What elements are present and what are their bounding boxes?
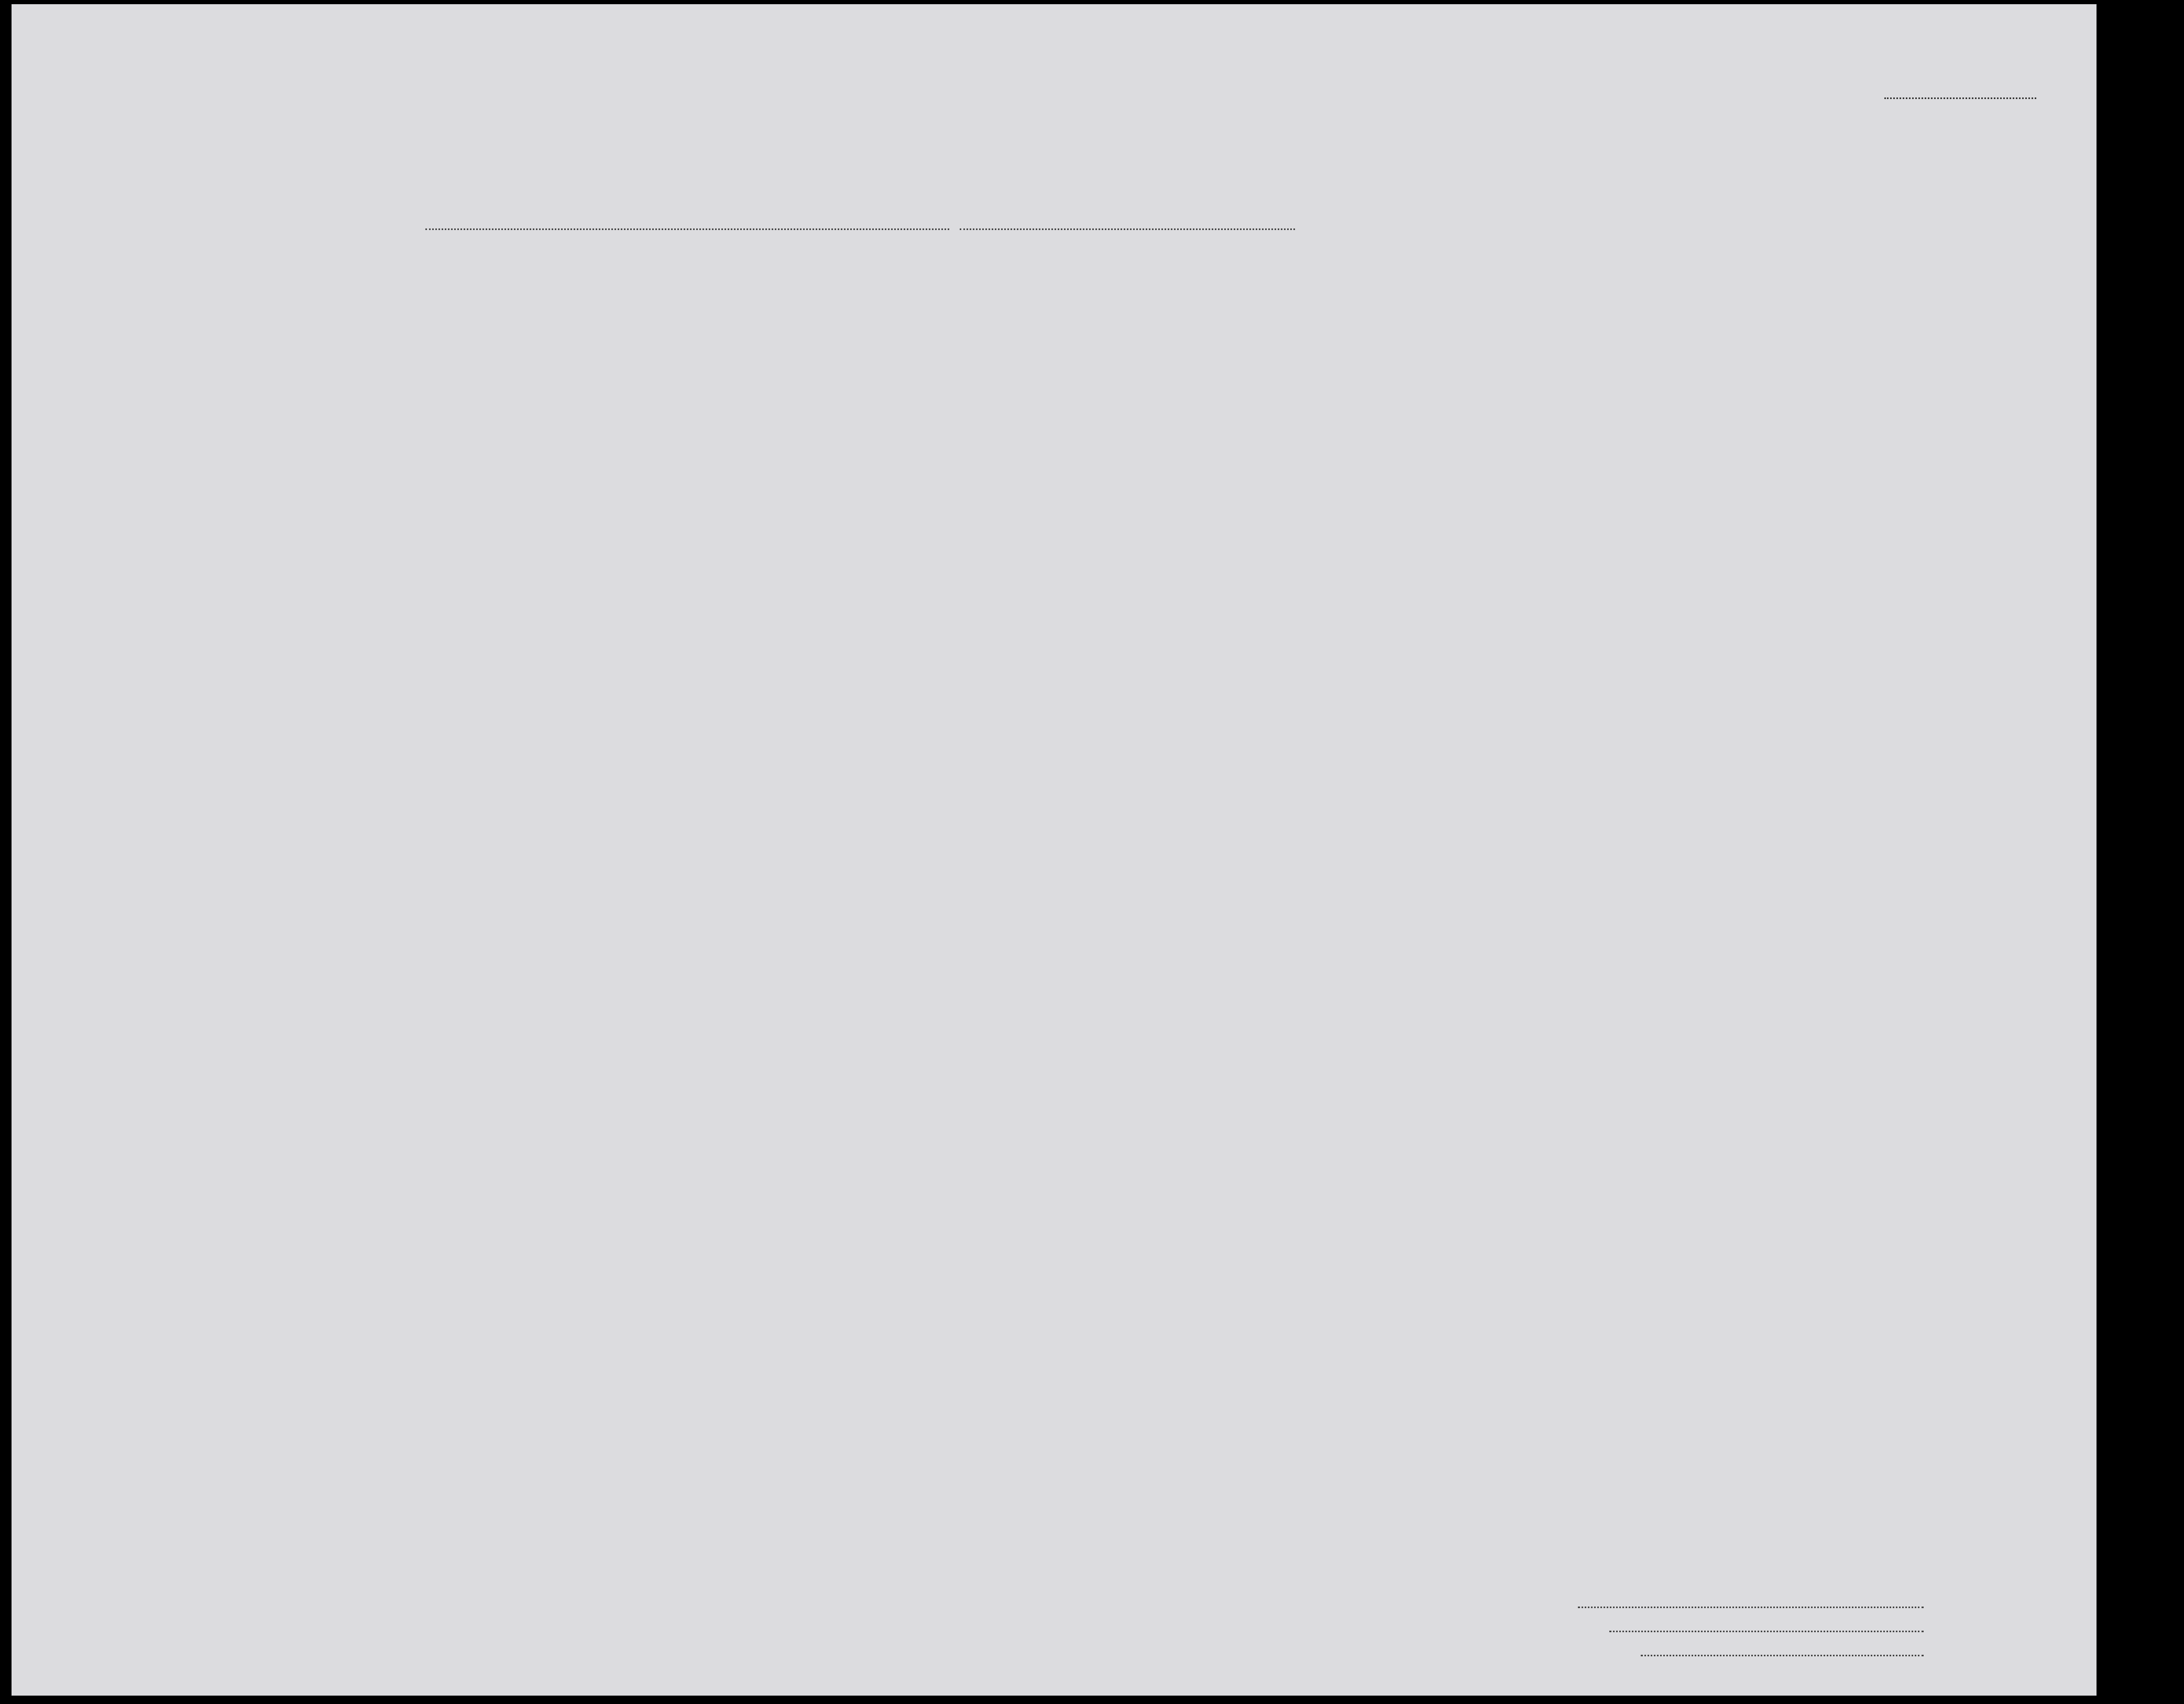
header-overthrow [1474, 298, 1532, 413]
local-agents-field[interactable] [1641, 1655, 1924, 1656]
header-excluded [1574, 298, 1595, 413]
line-field[interactable] [1578, 1607, 1924, 1608]
header-inches [1760, 371, 1779, 413]
header-polygamist [1426, 298, 1447, 413]
table-grid [12, 4, 2097, 1576]
header-prison [1378, 298, 1422, 413]
header-anarchist [1450, 298, 1471, 413]
owners-field[interactable] [1609, 1631, 1924, 1632]
header-fifty-dollars [795, 291, 822, 417]
header-feet [1738, 371, 1757, 413]
manifest-sheet [12, 4, 2097, 1696]
header-purpose-return [1265, 316, 1313, 416]
header-purpose-length [1315, 316, 1343, 416]
header-labor-offer [1535, 298, 1572, 413]
header-purpose-citizen [1345, 316, 1375, 416]
header-ticket [670, 290, 699, 416]
header-arrested [1597, 298, 1618, 413]
